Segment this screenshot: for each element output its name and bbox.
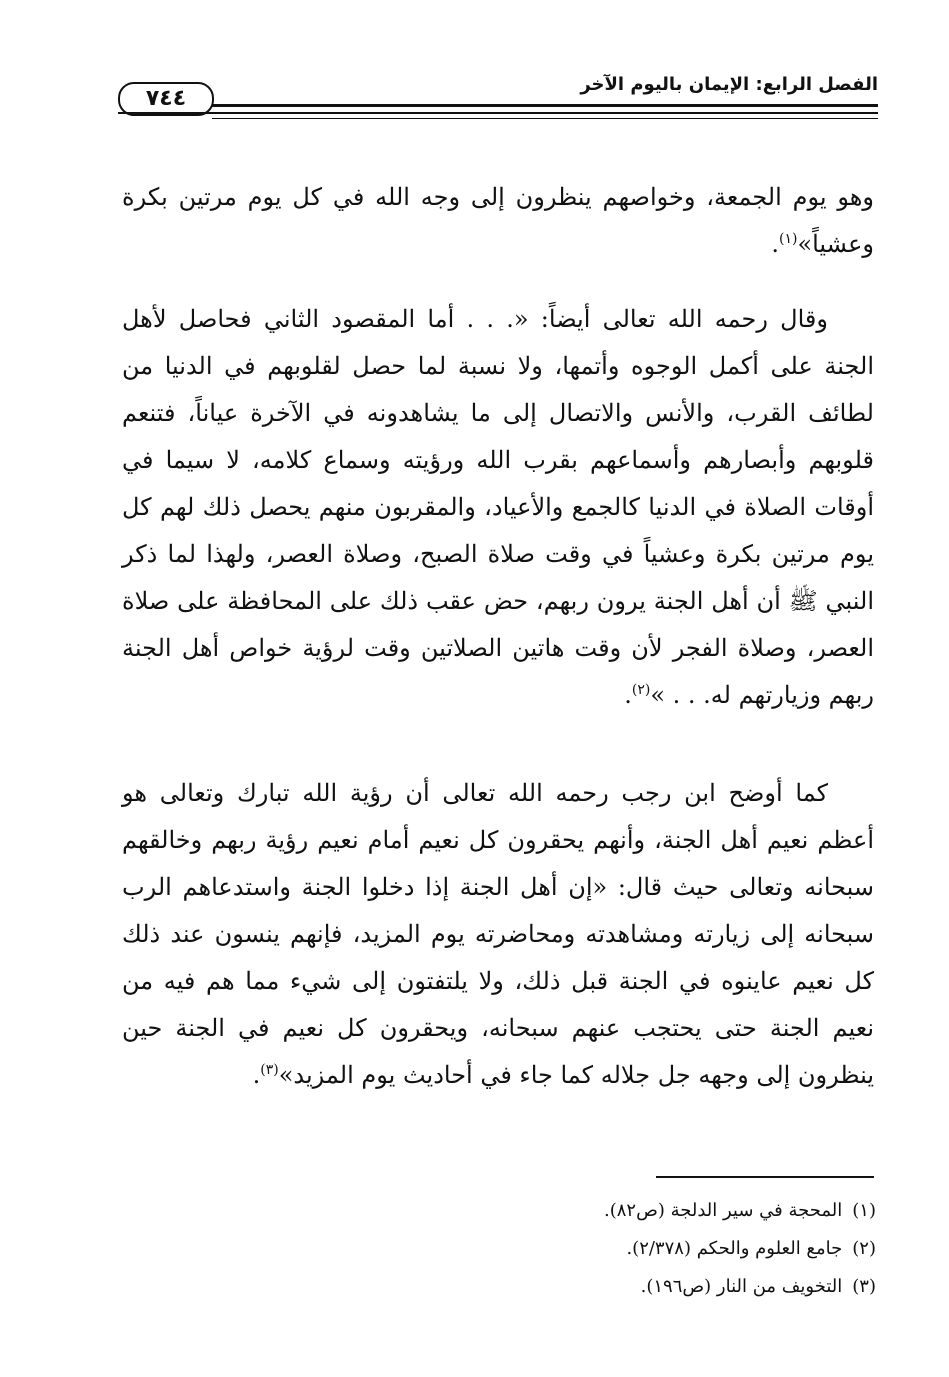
footnote-2	[300, 1230, 876, 1268]
paragraph-2	[122, 296, 874, 719]
header-rule	[212, 118, 878, 119]
paragraph-text: وهو يوم الجمعة، وخواصهم ينظرون إلى وجه الله في كل يوم مرتين بكرة وعشياً»	[122, 183, 874, 258]
paragraph-3	[122, 770, 874, 1099]
footnote-separator	[656, 1176, 874, 1178]
footnote-number: (١)	[852, 1200, 876, 1221]
footnote-ref: (٢)	[631, 682, 651, 698]
chapter-title: الفصل الرابع: الإيمان باليوم الآخر	[580, 74, 878, 95]
footnote-ref: (١)	[778, 231, 798, 247]
footnote-number: (٢)	[852, 1238, 876, 1259]
paragraph-text: كما أوضح ابن رجب رحمه الله تعالى أن رؤية الله تبارك وتعالى هو أعظم نعيم أهل الجنة، وأنهم يحقرون كل نعيم أمام نعيم رؤية ربهم وخالقهم سبحانه وتعالى حيث قال: «إن أهل الجنة إذا دخلوا الجنة واستدعاهم الرب سبحانه إلى زيارته ومشاهدته ومحاضرته يوم المزيد، فإنهم ينسون عند ذلك كل نعيم عاينوه في الجنة قبل ذلك، ولا يلتفتون إلى شيء مما هم فيه من نعيم الجنة حتى يحتجب عنهم سبحانه، ويحقرون كل نعيم في الجنة حين ينظرون إلى وجهه جل جلاله كما جاء في أحاديث يوم المزيد»	[122, 779, 874, 1089]
footnote-text: المحجة في سير الدلجة (ص٨٢).	[603, 1200, 843, 1221]
header-rule	[118, 112, 878, 114]
page-header	[118, 68, 878, 128]
footnote-ref: (٣)	[260, 1062, 279, 1078]
paragraph-1	[122, 174, 874, 268]
paragraph-end: .	[252, 1061, 261, 1089]
paragraph-end: .	[771, 230, 779, 258]
paragraph-end: .	[624, 681, 632, 709]
footnotes	[300, 1192, 876, 1306]
footnote-text: جامع العلوم والحكم (٢/٣٧٨).	[626, 1238, 843, 1259]
footnote-1	[300, 1192, 876, 1230]
paragraph-text: وقال رحمه الله تعالى أيضاً: «. . . أما المقصود الثاني فحاصل لأهل الجنة على أكمل الوجوه وأتمها، ولا نسبة لما حصل لقلوبهم في الدنيا من لطائف القرب، والأنس والاتصال إلى ما يشاهدونه في الآخرة عياناً، فتنعم قلوبهم وأبصارهم وأسماعهم بقرب الله ورؤيته وسماع كلامه، لا سيما في أوقات الصلاة في الدنيا كالجمع والأعياد، والمقربون منهم يحصل ذلك لهم كل يوم مرتين بكرة وعشياً في وقت صلاة الصبح، وصلاة العصر، ولهذا لما ذكر النبي ﷺ أن أهل الجنة يرون ربهم، حض عقب ذلك على المحافظة على صلاة العصر، وصلاة الفجر لأن وقت هاتين الصلاتين وقت لرؤية خواص أهل الجنة ربهم وزيارتهم له. . . »	[122, 305, 874, 709]
footnote-number: (٣)	[852, 1276, 876, 1297]
page-number-badge: ٧٤٤	[118, 82, 214, 116]
header-rule	[212, 104, 878, 107]
footnote-3	[300, 1268, 876, 1306]
footnote-text: التخويف من النار (ص١٩٦).	[640, 1276, 843, 1297]
